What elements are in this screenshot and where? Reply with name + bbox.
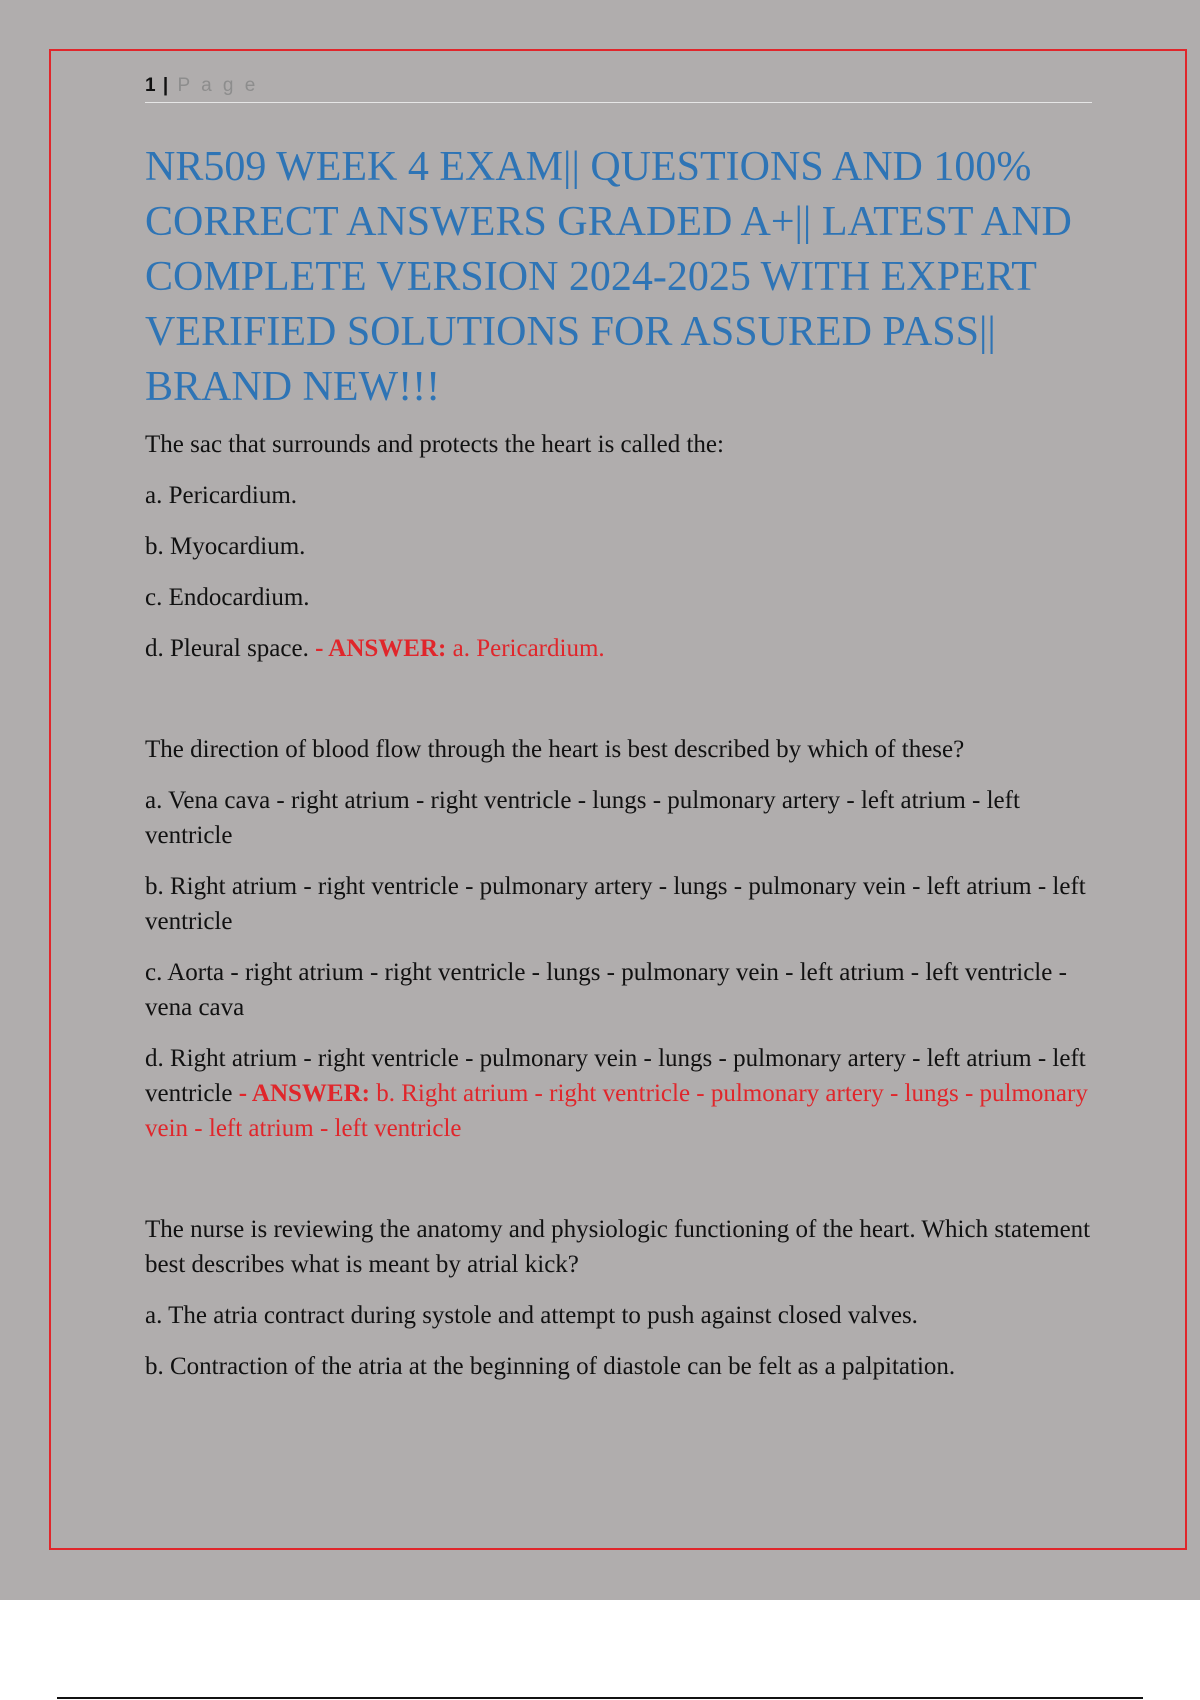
answer-label: - ANSWER:: [315, 635, 447, 662]
answer-text: b. Right atrium - right ventricle - pulmonary artery - lungs - pulmonary vein - left atrium - left ventricle: [145, 1080, 1088, 1142]
question-text: The sac that surrounds and protects the heart is called the:: [145, 431, 724, 458]
answer-label: - ANSWER:: [238, 1080, 370, 1107]
page-separator: |: [162, 75, 169, 96]
document-content: [145, 140, 1095, 1400]
option-d-with-answer: [145, 631, 1095, 666]
page-header: [145, 74, 1092, 103]
document-title: NR509 WEEK 4 EXAM|| QUESTIONS AND 100% CORRECT ANSWERS GRADED A+|| LATEST AND COMPLETE VERSION 2024-2025 WITH EXPERT VERIFIED SOLUTIONS FOR ASSURED PASS|| BRAND NEW!!!: [145, 144, 1072, 410]
option-b: b. Myocardium.: [145, 533, 306, 560]
question-3: [145, 1212, 1095, 1384]
question-text: The nurse is reviewing the anatomy and physiologic functioning of the heart. Which statement best describes what is meant by atrial kick?: [145, 1216, 1091, 1278]
answer-text: a. Pericardium.: [452, 635, 605, 662]
option-c: c. Aorta - right atrium - right ventricle - lungs - pulmonary vein - left atrium - left ventricle - vena cava: [145, 959, 1067, 1021]
option-a: a. Pericardium.: [145, 482, 298, 509]
question-text: The direction of blood flow through the heart is best described by which of these?: [145, 736, 965, 763]
option-a: a. Vena cava - right atrium - right ventricle - lungs - pulmonary artery - left atrium - left ventricle: [145, 787, 1020, 849]
footer-rule: [57, 1697, 1143, 1699]
option-a: a. The atria contract during systole and attempt to push against closed valves.: [145, 1302, 918, 1329]
page-number: 1: [145, 75, 156, 96]
option-d-with-answer: [145, 1041, 1095, 1146]
option-b: b. Right atrium - right ventricle - pulmonary artery - lungs - pulmonary vein - left atrium - left ventricle: [145, 873, 1086, 935]
question-2: [145, 732, 1095, 1146]
spacer: [145, 1162, 1095, 1212]
option-c: c. Endocardium.: [145, 584, 310, 611]
question-1: [145, 427, 1095, 666]
spacer: [145, 682, 1095, 732]
option-b: b. Contraction of the atria at the beginning of diastole can be felt as a palpitation.: [145, 1353, 956, 1380]
page-label: P a g e: [177, 75, 259, 96]
option-d: d. Pleural space.: [145, 635, 309, 662]
option-d: d. Right atrium - right ventricle - pulmonary vein - lungs - pulmonary artery - left atrium - left ventricle: [145, 1045, 1086, 1107]
